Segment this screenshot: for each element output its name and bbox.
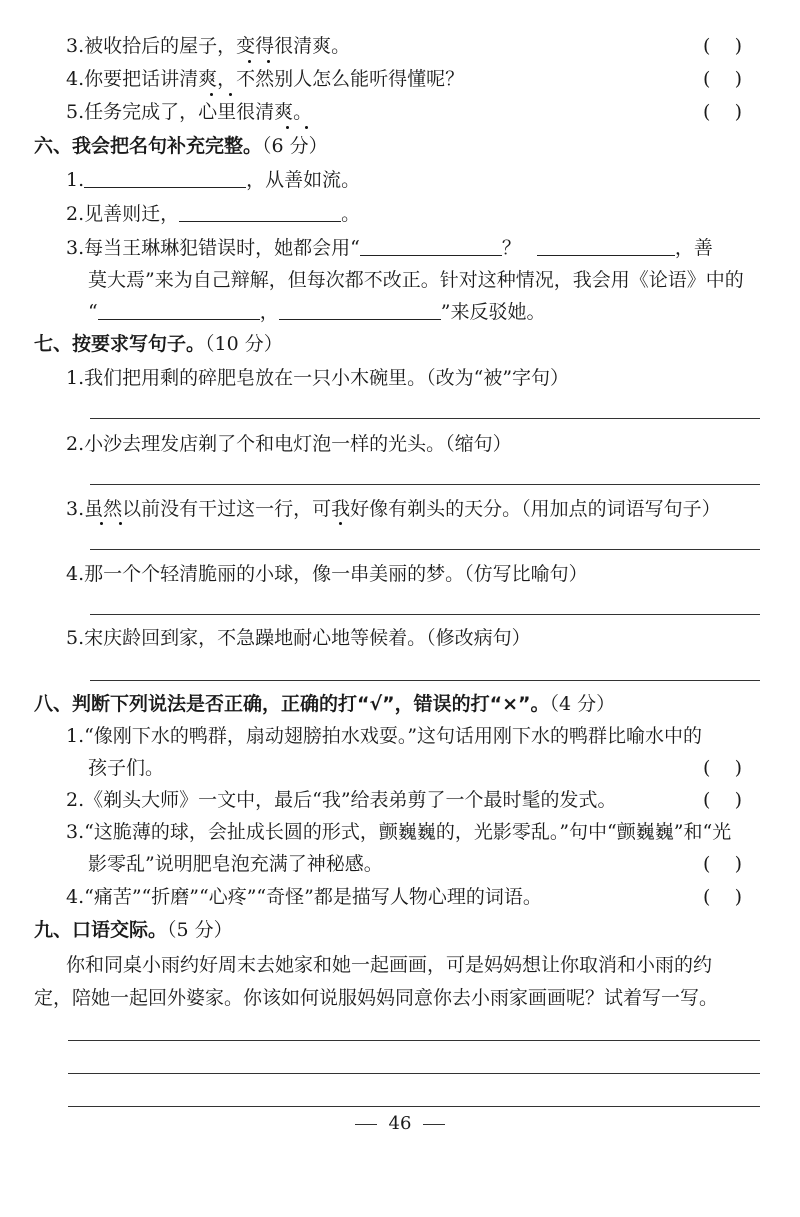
section-6-heading: 六、我会把名句补充完整。（6 分） xyxy=(34,135,328,157)
answer-line[interactable] xyxy=(90,484,760,485)
emphasis-dot xyxy=(305,126,308,129)
answer-line[interactable] xyxy=(90,418,760,419)
top-item-3: 3.被收拾后的屋子，变得很清爽。 xyxy=(66,35,351,57)
answer-paren-top-5[interactable]: ( ) xyxy=(703,101,742,123)
section-6-q3-line1: 3.每当王琳琳犯错误时，她都会用“ ？ ，善 xyxy=(66,237,713,259)
section-6-q2: 2.见善则迁， 。 xyxy=(66,203,361,225)
section-8-heading: 八、判断下列说法是否正确，正确的打“√”，错误的打“×”。（4 分） xyxy=(34,693,616,715)
section-8-q3-line2: 影零乱”说明肥皂泡充满了神秘感。 xyxy=(88,853,383,875)
section-7-q1: 1.我们把用剩的碎肥皂放在一只小木碗里。（改为“被”字句） xyxy=(66,367,570,389)
fill-blank[interactable] xyxy=(179,201,341,222)
section-7-q4: 4.那一个个轻清脆丽的小球，像一串美丽的梦。（仿写比喻句） xyxy=(66,563,588,585)
emphasis-dot xyxy=(229,93,232,96)
section-9-prompt-line1: 你和同桌小雨约好周末去她家和她一起画画，可是妈妈想让你取消和小雨的约 xyxy=(66,954,713,976)
section-8-q4: 4.“痛苦”“折磨”“心疼”“奇怪”都是描写人物心理的词语。 xyxy=(66,886,542,908)
top-item-5: 5.任务完成了，心里很清爽。 xyxy=(66,101,313,123)
fill-blank[interactable] xyxy=(98,299,260,320)
section-8-q3-line1: 3.“这脆薄的球，会扯成长圆的形式，颤巍巍的，光影零乱。”句中“颤巍巍”和“光 xyxy=(66,821,732,843)
emphasis-dot xyxy=(339,522,342,525)
section-7-q3: 3.虽然以前没有干过这一行，可我好像有剃头的天分。（用加点的词语写句子） xyxy=(66,498,721,520)
emphasis-dot xyxy=(210,93,213,96)
page-number-dash xyxy=(423,1124,445,1125)
answer-paren-top-4[interactable]: ( ) xyxy=(703,68,742,90)
emphasis-dot xyxy=(119,522,122,525)
fill-blank[interactable] xyxy=(84,167,246,188)
section-7-q5: 5.宋庆龄回到家，不急躁地耐心地等候着。（修改病句） xyxy=(66,627,531,649)
fill-blank[interactable] xyxy=(537,235,675,256)
answer-line[interactable] xyxy=(90,549,760,550)
section-8-q2: 2.《剃头大师》一文中，最后“我”给表弟剪了一个最时髦的发式。 xyxy=(66,789,617,811)
emphasis-dot xyxy=(286,126,289,129)
answer-paren-judge-4[interactable]: ( ) xyxy=(703,886,742,908)
section-9-heading: 九、口语交际。（5 分） xyxy=(34,919,233,941)
page-number xyxy=(0,1111,800,1137)
section-7-q2: 2.小沙去理发店剃了个和电灯泡一样的光头。（缩句） xyxy=(66,433,512,455)
writing-line[interactable] xyxy=(68,1040,760,1041)
fill-blank[interactable] xyxy=(279,299,441,320)
answer-paren-top-3[interactable]: ( ) xyxy=(703,35,742,57)
emphasis-dot xyxy=(267,60,270,63)
section-6-q3-line3: “ ， ”来反驳她。 xyxy=(88,301,546,323)
section-8-q1-line1: 1.“像刚下水的鸭群，扇动翅膀拍水戏耍。”这句话用刚下水的鸭群比喻水中的 xyxy=(66,725,703,747)
section-9-prompt-line2: 定，陪她一起回外婆家。你该如何说服妈妈同意你去小雨家画画呢？试着写一写。 xyxy=(34,987,719,1009)
fill-blank[interactable] xyxy=(360,235,502,256)
writing-line[interactable] xyxy=(68,1073,760,1074)
answer-line[interactable] xyxy=(90,680,760,681)
emphasis-dot xyxy=(248,60,251,63)
section-8-q1-line2: 孩子们。 xyxy=(88,757,165,779)
section-6-q3-line2: 莫大焉”来为自己辩解，但每次都不改正。针对这种情况，我会用《论语》中的 xyxy=(88,269,744,291)
page-number-dash xyxy=(355,1124,377,1125)
top-item-4: 4.你要把话讲清爽，不然别人怎么能听得懂呢？ xyxy=(66,68,465,90)
answer-paren-judge-1[interactable]: ( ) xyxy=(703,757,742,779)
writing-line[interactable] xyxy=(68,1106,760,1107)
answer-line[interactable] xyxy=(90,614,760,615)
answer-paren-judge-2[interactable]: ( ) xyxy=(703,789,742,811)
answer-paren-judge-3[interactable]: ( ) xyxy=(703,853,742,875)
section-7-heading: 七、按要求写句子。（10 分） xyxy=(34,333,283,355)
page-number-value: 46 xyxy=(388,1113,412,1134)
section-6-q1: 1. ，从善如流。 xyxy=(66,169,361,191)
emphasis-dot xyxy=(100,522,103,525)
